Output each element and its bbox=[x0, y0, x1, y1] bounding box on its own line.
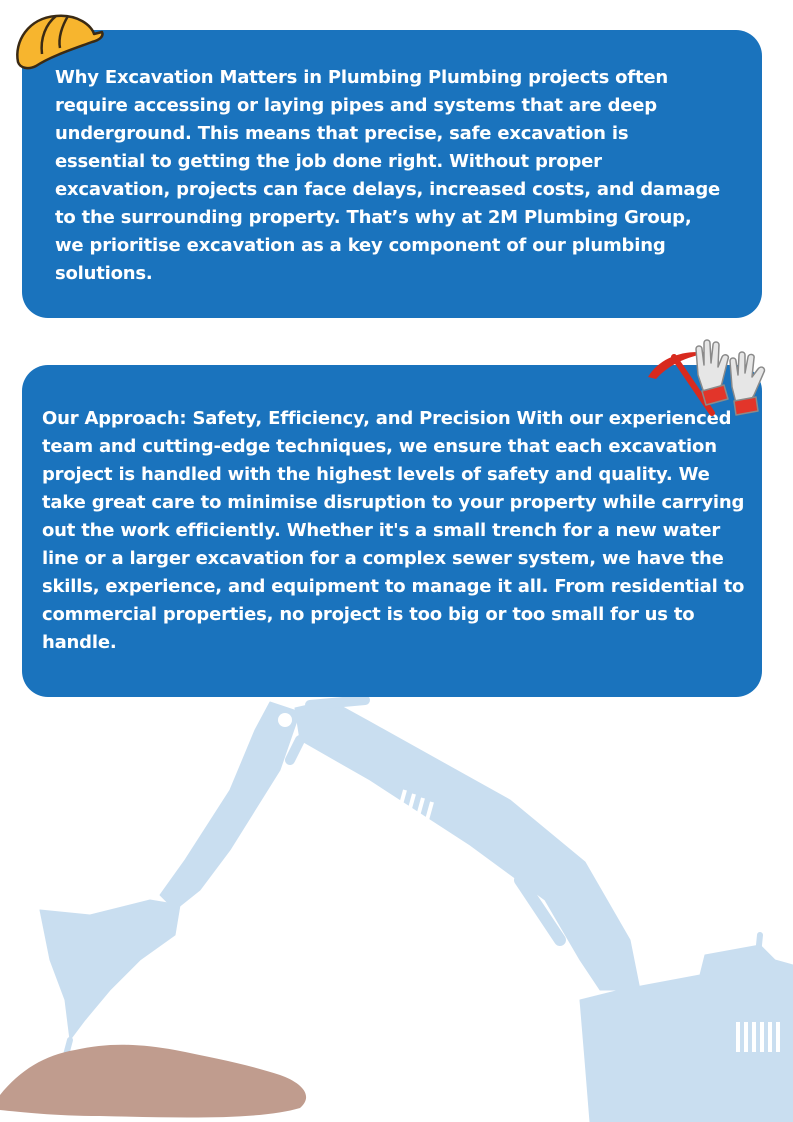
approach-text: Our Approach: Safety, Efficiency, and Precision With our experienced team and cutting-edge techniques, we ensure that each excavation project is handled with the highest levels of safety and quality. We take great care to minimise disruption to your property while carrying out the work efficiently. Whether it's a small trench for a new water line or a larger excavation for a complex sewer system, we have the skills, experience, and equipment to manage it all. From residential to commercial properties, no project is too big or too small for us to handle. bbox=[42, 408, 745, 653]
excavator-illustration bbox=[0, 690, 793, 1122]
excavation-importance-card bbox=[22, 30, 762, 318]
hard-hat-icon bbox=[6, 4, 106, 76]
pickaxe-and-gloves-icon bbox=[640, 335, 780, 417]
excavation-importance-text: Why Excavation Matters in Plumbing Plumbing projects often require accessing or laying pipes and systems that are deep underground. This means that precise, safe excavation is essential to getting the job done right. Without proper excavation, projects can face delays, increased costs, and damage to the surrounding property. That’s why at 2M Plumbing Group, we prioritise excavation as a key component of our plumbing solutions. bbox=[55, 67, 721, 284]
